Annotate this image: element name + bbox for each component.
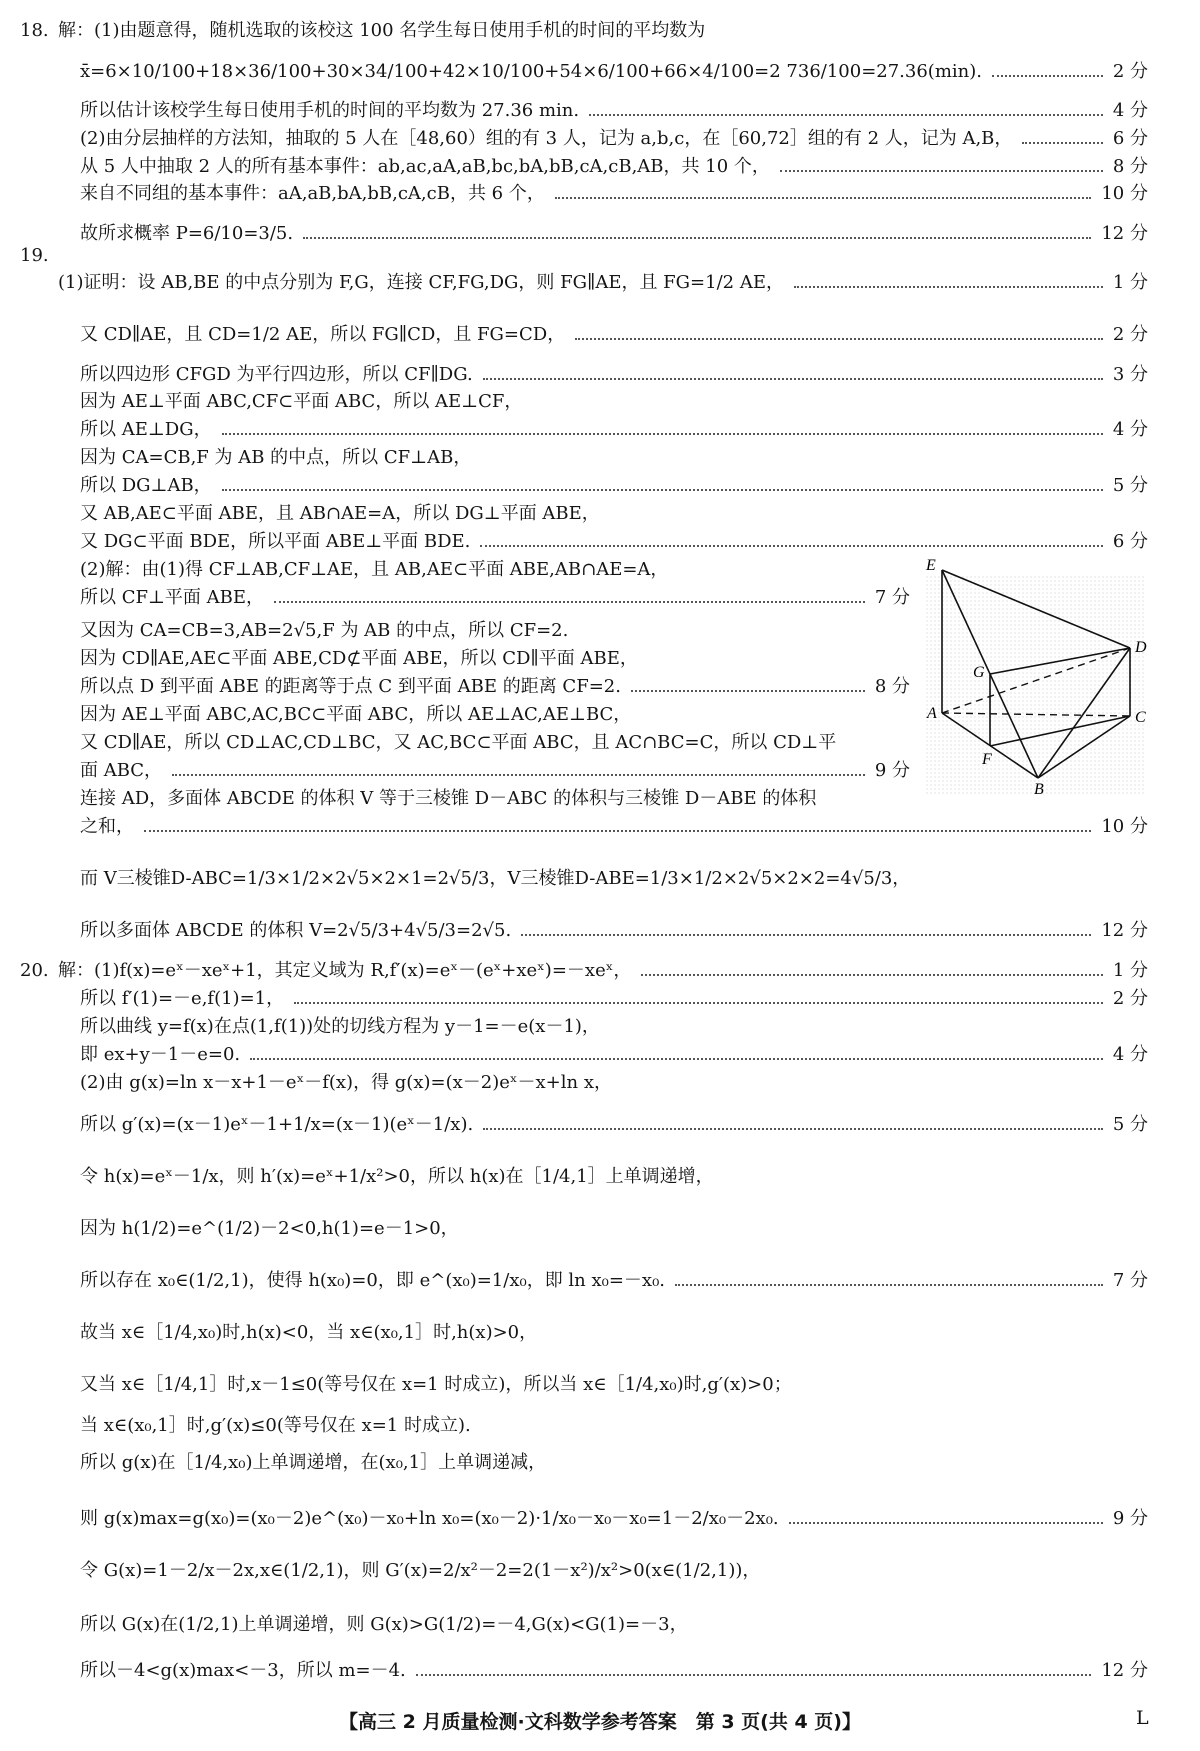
label-G: G (973, 664, 985, 681)
question-number-18: 18. (20, 20, 49, 41)
score: 9 分 (1112, 1508, 1148, 1529)
score: 12 分 (1101, 920, 1148, 941)
q20-line-16: 所以－4<g(x)max<－3，所以 m=－4. 12 分 (80, 1660, 1148, 1681)
q20-line-15: 所以 G(x)在(1/2,1)上单调递增，则 G(x)>G(1/2)=－4,G(x)<G(1)=－3， (80, 1614, 688, 1635)
q20-line-2: 所以曲线 y=f(x)在点(1,f(1))处的切线方程为 y－1=－e(x－1)， (80, 1016, 600, 1037)
score: 8 分 (874, 676, 910, 697)
score: 6 分 (1112, 128, 1148, 149)
q19-line-16: 面 ABC， 9 分 (80, 760, 910, 781)
score: 1 分 (1112, 272, 1148, 293)
q19-line-12: 因为 CD∥AE,AE⊂平面 ABE,CD⊄平面 ABE，所以 CD∥平面 ABE， (80, 648, 638, 669)
score: 4 分 (1112, 1044, 1148, 1065)
q18-line-1: x̄=6×10/100+18×36/100+30×34/100+42×10/100+54×6/100+66×4/100=2 736/100=27.36(min). 2 分 (80, 61, 1148, 82)
q19-line-9: (2)解：由(1)得 CF⊥AB,CF⊥AE，且 AB,AE⊂平面 ABE,AB∩AE=A， (80, 559, 669, 580)
q19-line-0: (1)证明：设 AB,BE 的中点分别为 F,G，连接 CF,FG,DG，则 FG∥AE，且 FG=1/2 AE， 1 分 (58, 272, 1148, 293)
score: 7 分 (1112, 1270, 1148, 1291)
q18-line-3: (2)由分层抽样的方法知，抽取的 5 人在［48,60）组的有 3 人，记为 a,b,c，在［60,72］组的有 2 人，记为 A,B， 6 分 (80, 128, 1148, 149)
version-code: L (1136, 1707, 1149, 1729)
score: 9 分 (874, 760, 910, 781)
score: 6 分 (1112, 531, 1148, 552)
score: 2 分 (1112, 324, 1148, 345)
label-F: F (982, 751, 992, 768)
q19-line-20: 所以多面体 ABCDE 的体积 V=2√5/3+4√5/3=2√5. 12 分 (80, 920, 1148, 941)
label-A: A (927, 705, 937, 722)
question-number-20: 20. (20, 960, 49, 981)
score: 12 分 (1101, 1660, 1148, 1681)
q20-line-3: 即 ex+y－1－e=0. 4 分 (80, 1044, 1148, 1065)
polyhedron-diagram (914, 556, 1154, 796)
polyhedron-figure (914, 556, 1154, 796)
q19-line-1: 又 CD∥AE，且 CD=1/2 AE，所以 FG∥CD，且 FG=CD， 2 分 (80, 324, 1148, 345)
q19-line-6: 所以 DG⊥AB， 5 分 (80, 475, 1148, 496)
q19-line-15: 又 CD∥AE，所以 CD⊥AC,CD⊥BC，又 AC,BC⊂平面 ABC，且 AC∩BC=C，所以 CD⊥平 (80, 732, 837, 753)
q20-line-0: 解：(1)f(x)=eˣ－xeˣ+1，其定义域为 R,f′(x)=eˣ－(eˣ+xeˣ)=－xeˣ， 1 分 (58, 960, 1148, 981)
q20-line-1: 所以 f′(1)=－e,f(1)=1， 2 分 (80, 988, 1148, 1009)
q19-line-19: 而 V三棱锥D-ABC=1/3×1/2×2√5×2×1=2√5/3，V三棱锥D-ABE=1/3×1/2×2√5×2×2=4√5/3， (80, 868, 911, 889)
score: 10 分 (1101, 816, 1148, 837)
q20-line-5: 所以 g′(x)=(x－1)eˣ－1+1/x=(x－1)(eˣ－1/x). 5 分 (80, 1114, 1148, 1135)
q20-line-10: 又当 x∈［1/4,1］时,x－1≤0(等号仅在 x=1 时成立)，所以当 x∈［1/4,x₀)时,g′(x)>0； (80, 1374, 792, 1395)
q19-line-14: 因为 AE⊥平面 ABC,AC,BC⊂平面 ABC，所以 AE⊥AC,AE⊥BC， (80, 704, 632, 725)
q20-line-11: 当 x∈(x₀,1］时,g′(x)≤0(等号仅在 x=1 时成立). (80, 1415, 471, 1436)
q19-line-8: 又 DG⊂平面 BDE，所以平面 ABE⊥平面 BDE. 6 分 (80, 531, 1148, 552)
q18-line-2: 所以估计该校学生每日使用手机的时间的平均数为 27.36 min. 4 分 (80, 100, 1148, 121)
q20-line-9: 故当 x∈［1/4,x₀)时,h(x)<0，当 x∈(x₀,1］时,h(x)>0， (80, 1322, 538, 1343)
score: 10 分 (1101, 183, 1148, 204)
q19-line-4: 所以 AE⊥DG， 4 分 (80, 419, 1148, 440)
score: 5 分 (1112, 475, 1148, 496)
q19-line-2: 所以四边形 CFGD 为平行四边形，所以 CF∥DG. 3 分 (80, 364, 1148, 385)
score: 12 分 (1101, 223, 1148, 244)
q19-line-11: 又因为 CA=CB=3,AB=2√5,F 为 AB 的中点，所以 CF=2. (80, 620, 569, 641)
q19-line-5: 因为 CA=CB,F 为 AB 的中点，所以 CF⊥AB， (80, 447, 472, 468)
q20-line-14: 令 G(x)=1－2/x－2x,x∈(1/2,1)，则 G′(x)=2/x²－2=2(1－x²)/x²>0(x∈(1/2,1))， (80, 1560, 761, 1581)
label-E: E (926, 557, 936, 574)
q20-line-7: 因为 h(1/2)=e^(1/2)－2<0,h(1)=e－1>0， (80, 1218, 459, 1239)
q19-line-7: 又 AB,AE⊂平面 ABE，且 AB∩AE=A，所以 DG⊥平面 ABE， (80, 503, 600, 524)
q18-line-4: 从 5 人中抽取 2 人的所有基本事件：ab,ac,aA,aB,bc,bA,bB,cA,cB,AB，共 10 个， 8 分 (80, 156, 1148, 177)
score: 3 分 (1112, 364, 1148, 385)
label-B: B (1034, 781, 1044, 796)
q18-line-6: 故所求概率 P=6/10=3/5. 12 分 (80, 223, 1148, 244)
question-number-19: 19. (20, 245, 49, 266)
q19-line-13: 所以点 D 到平面 ABE 的距离等于点 C 到平面 ABE 的距离 CF=2. 8 分 (80, 676, 910, 697)
score: 1 分 (1112, 960, 1148, 981)
score: 7 分 (874, 587, 910, 608)
q20-line-12: 所以 g(x)在［1/4,x₀)上单调递增，在(x₀,1］上单调递减， (80, 1452, 547, 1473)
q19-line-10: 所以 CF⊥平面 ABE， 7 分 (80, 587, 910, 608)
q19-line-17: 连接 AD，多面体 ABCDE 的体积 V 等于三棱锥 D－ABC 的体积与三棱锥 D－ABE 的体积 (80, 788, 817, 809)
q19-line-3: 因为 AE⊥平面 ABC,CF⊂平面 ABC，所以 AE⊥CF， (80, 391, 523, 412)
label-D: D (1135, 639, 1147, 656)
q20-line-6: 令 h(x)=eˣ－1/x，则 h′(x)=eˣ+1/x²>0，所以 h(x)在［1/4,1］上单调递增， (80, 1166, 714, 1187)
score: 2 分 (1112, 988, 1148, 1009)
q19-line-18: 之和， 10 分 (80, 816, 1148, 837)
q18-line-5: 来自不同组的基本事件：aA,aB,bA,bB,cA,cB，共 6 个， 10 分 (80, 183, 1148, 204)
score: 5 分 (1112, 1114, 1148, 1135)
page-footer: 【高三 2 月质量检测·文科数学参考答案 第 3 页(共 4 页)】 (339, 1711, 861, 1733)
label-C: C (1135, 709, 1146, 726)
score: 8 分 (1112, 156, 1148, 177)
q20-line-13: 则 g(x)max=g(x₀)=(x₀－2)e^(x₀)－x₀+ln x₀=(x₀－2)·1/x₀－x₀－x₀=1－2/x₀－2x₀. 9 分 (80, 1508, 1148, 1529)
score: 4 分 (1112, 100, 1148, 121)
q20-line-8: 所以存在 x₀∈(1/2,1)，使得 h(x₀)=0，即 e^(x₀)=1/x₀，即 ln x₀=－x₀. 7 分 (80, 1270, 1148, 1291)
q18-line-0: 解：(1)由题意得，随机选取的该校这 100 名学生每日使用手机的时间的平均数为 (58, 20, 706, 41)
score: 4 分 (1112, 419, 1148, 440)
q20-line-4: (2)由 g(x)=ln x－x+1－eˣ－f(x)，得 g(x)=(x－2)eˣ－x+ln x， (80, 1072, 612, 1093)
score: 2 分 (1112, 61, 1148, 82)
